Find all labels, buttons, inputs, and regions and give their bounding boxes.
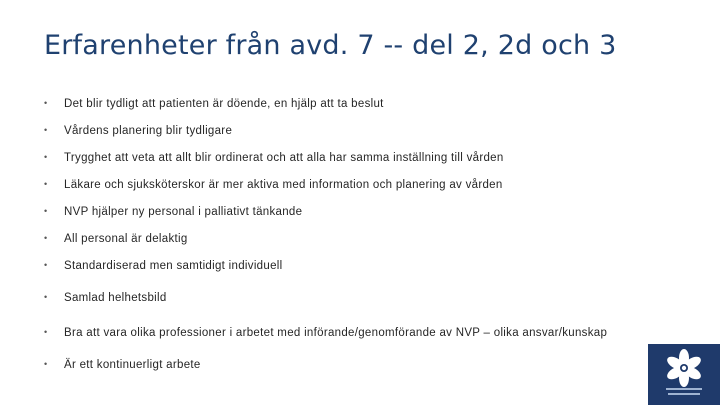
bullet-marker: • xyxy=(44,292,48,302)
bullet-text: Är ett kontinuerligt arbete xyxy=(64,359,201,371)
flower-logo-icon xyxy=(648,344,720,405)
bullet-item xyxy=(44,152,504,164)
bullet-marker: • xyxy=(44,327,48,337)
bullet-marker: • xyxy=(44,98,48,108)
bullet-item xyxy=(44,233,188,245)
bullet-text: Standardiserad men samtidigt individuell xyxy=(64,260,283,272)
bullet-text: All personal är delaktig xyxy=(64,233,188,245)
bullet-text: Det blir tydligt att patienten är döende, en hjälp att ta beslut xyxy=(64,98,384,110)
bullet-item xyxy=(44,98,384,110)
bullet-marker: • xyxy=(44,206,48,216)
bullet-marker: • xyxy=(44,359,48,369)
bullet-marker: • xyxy=(44,260,48,270)
bullet-text: Läkare och sjuksköterskor är mer aktiva med information och planering av vården xyxy=(64,179,503,191)
bullet-item xyxy=(44,292,167,304)
bullet-item xyxy=(44,206,302,218)
slide-title: Erfarenheter från avd. 7 -- del 2, 2d och 3 xyxy=(44,30,617,61)
bullet-marker: • xyxy=(44,233,48,243)
bullet-marker: • xyxy=(44,179,48,189)
bullet-text: Trygghet att veta att allt blir ordinerat och att alla har samma inställning till vården xyxy=(64,152,504,164)
bullet-item xyxy=(44,125,232,137)
bullet-text: Samlad helhetsbild xyxy=(64,292,167,304)
bullet-marker: • xyxy=(44,152,48,162)
bullet-item xyxy=(44,359,201,371)
bullet-marker: • xyxy=(44,125,48,135)
bullet-text: NVP hjälper ny personal i palliativt tänkande xyxy=(64,206,303,218)
bullet-text: Vårdens planering blir tydligare xyxy=(64,125,233,137)
bullet-item xyxy=(44,260,282,272)
bullet-text: Bra att vara olika professioner i arbetet med införande/genomförande av NVP – olika ansvar/kunskap xyxy=(64,327,608,339)
organization-logo xyxy=(648,344,720,405)
bullet-item xyxy=(44,179,503,191)
bullet-item xyxy=(44,327,607,339)
